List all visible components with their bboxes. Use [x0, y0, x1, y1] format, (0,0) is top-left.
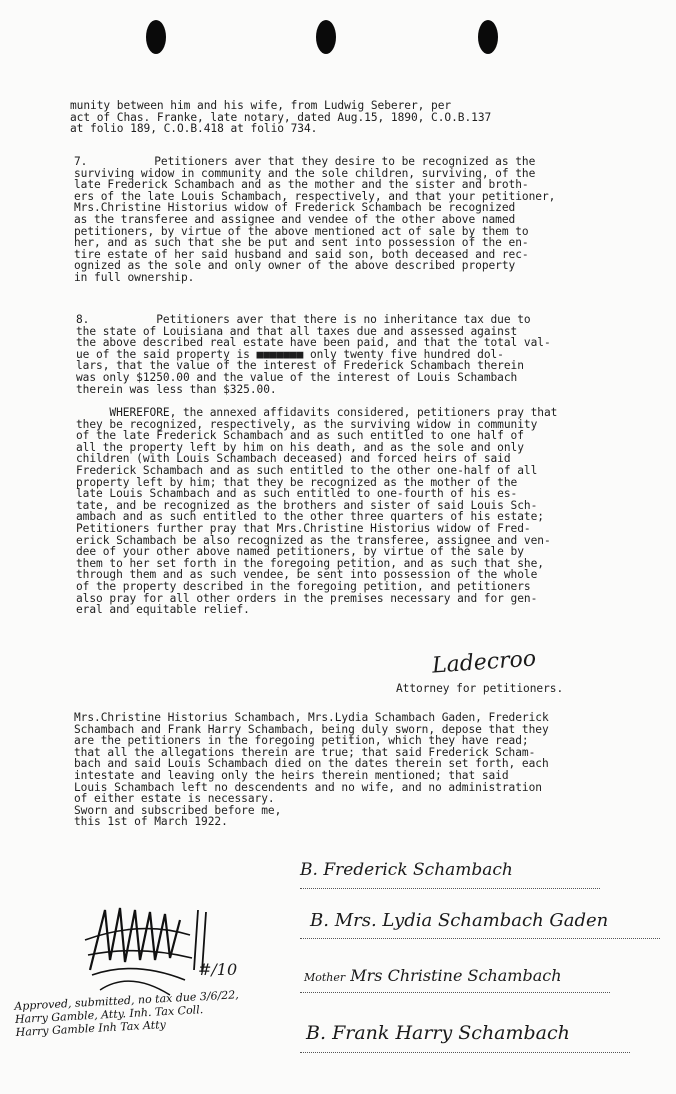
continuation-text: munity between him and his wife, from Ludwig Seberer, per act of Chas. Franke, late notary, dated Aug.15, 1890, C.O.B.137 at folio 189, C.O.B.418 at folio 734. — [70, 100, 492, 135]
signature-2 — [310, 910, 608, 931]
signature-prefix: B. — [306, 1022, 327, 1044]
signature-prefix: B. — [310, 910, 329, 931]
signature-name: Mrs. Lydia Schambach Gaden — [334, 910, 609, 931]
attorney-label: Attorney for petitioners. — [396, 683, 564, 695]
signature-prefix: B. — [300, 860, 318, 880]
signature-line — [300, 888, 600, 889]
signature-1 — [300, 860, 513, 880]
signature-line — [300, 992, 610, 993]
paragraph-7: 7. Petitioners aver that they desire to be recognized as the surviving widow in community and the sole children, surviving, of the late Frederick Schambach and as the mother and the sister and broth- ers of the late Louis Schambach, respectively, and that your petitioner, Mrs.Christine Historius widow of Frederick Schambach be recognized as the transferee and assignee and vendee of the other above named petitioners, by virtue of the above mentioned act of sale by them to her, and as such that she be put and sent into possession of the en- tire estate of her said husband and said son, both deceased and rec- ognized as the sole and only owner of the above described property in full ownership. — [74, 156, 556, 284]
signature-line — [300, 1052, 630, 1053]
signature-name: Mrs Christine Schambach — [350, 966, 562, 985]
punch-hole — [146, 20, 166, 54]
margin-note: Approved, submitted, no tax due 3/6/22, Harry Gamble, Atty. Inh. Tax Coll. Harry Gamble Inh Tax Atty — [14, 988, 240, 1039]
wherefore-paragraph: WHEREFORE, the annexed affidavits considered, petitioners pray that they be recognized, respectively, as the surviving widow in community of the late Frederick Schambach and as such entitled to one half of all the property left by him on his death, and as the sole and only children (with Louis Schambach deceased) and forced heirs of said Frederick Schambach and as such entitled to the other one-half of all property left by him; that they be recognized as the mother of the late Louis Schambach and as such entitled to one-fourth of his es- tate, and be recognized as the brothers and sister of said Louis Sch- ambach and as such entitled to the other three quarters of his estate; Petitioners further pray that Mrs.Christine Historius widow of Fred- erick Schambach be also recognized as the transferee, assignee and ven- dee of your other above named petitioners, by virtue of the sale by them to her set forth in the foregoing petition, and as such that she, through them and as such vendee, be sent into possession of the whole of the property described in the foregoing petition, and petitioners also pray for all other orders in the premises necessary and for gen- eral and equitable relief. — [76, 407, 558, 616]
signature-name: Frank Harry Schambach — [332, 1022, 570, 1044]
signature-name: Frederick Schambach — [323, 860, 513, 880]
attorney-signature: Ladecroo — [431, 646, 537, 679]
paragraph-8: 8. Petitioners aver that there is no inheritance tax due to the state of Louisiana and that all taxes due and assessed against the above described real estate have been paid, and that the total val- ue of the said property is ■■■■■■■ only twenty five hundred dol- lars, that the value of the interest of Frederick Schambach therein was only $1250.00 and the value of the interest of Louis Schambach therein was less than $325.00. — [76, 314, 551, 396]
signature-3 — [304, 966, 562, 985]
signature-prefix: Mother — [304, 971, 346, 984]
punch-hole — [478, 20, 498, 54]
signature-4 — [306, 1022, 570, 1044]
affidavit-text: Mrs.Christine Historius Schambach, Mrs.Lydia Schambach Gaden, Frederick Schambach and Frank Harry Schambach, being duly sworn, depose that they are the petitioners in the foregoing petition, which they have read; that all the allegations therein are true; that said Frederick Scham- bach and said Louis Schambach died on the dates therein set forth, each intestate and leaving only the heirs therein mentioned; that said Louis Schambach left no descendents and no wife, and no administration of either estate is necessary. Sworn and subscribed before me, this 1st of March 1922. — [74, 712, 549, 828]
signature-line — [300, 938, 660, 939]
notary-mark: #/10 — [198, 960, 238, 979]
punch-hole — [316, 20, 336, 54]
